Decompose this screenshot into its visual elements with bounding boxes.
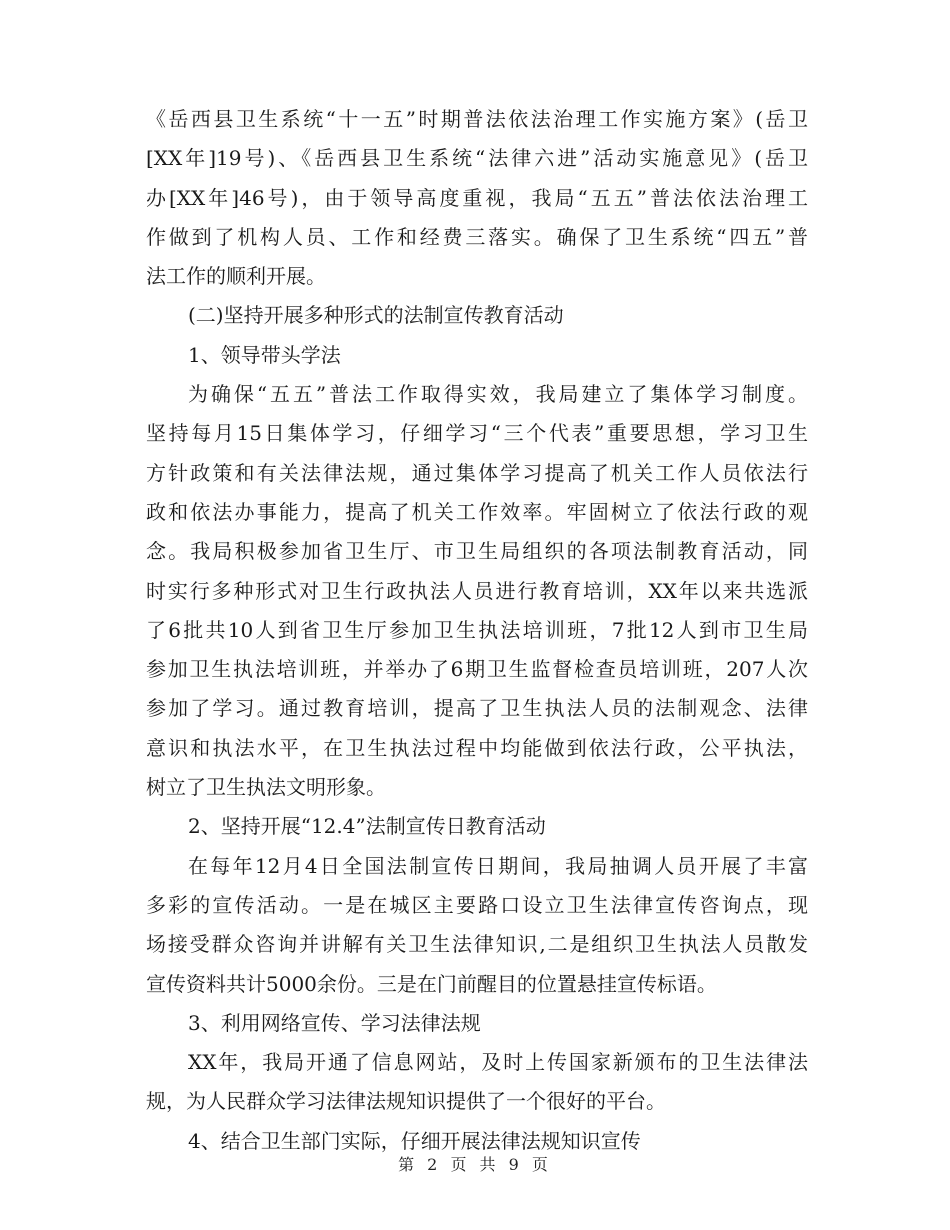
text-line: 作做到了机构人员、工作和经费三落实。确保了卫生系统“四五”普 xyxy=(146,224,808,249)
text-line: 《岳西县卫生系统“十一五”时期普法依法治理工作实施方案》(岳卫 xyxy=(146,107,808,131)
text-line: 2、坚持开展“12.4”法制宣传日教育活动 xyxy=(188,814,546,839)
text-line: 3、利用网络宣传、学习法律法规 xyxy=(188,1010,481,1035)
text-line: 方针政策和有关法律法规，通过集体学习提高了机关工作人员依法行 xyxy=(146,460,808,485)
text-line: 1、领导带头学法 xyxy=(188,342,341,367)
text-line: 政和依法办事能力，提高了机关工作效率。牢固树立了依法行政的观 xyxy=(146,499,808,524)
text-line: 规，为人民群众学习法律法规知识提供了一个很好的平台。 xyxy=(146,1089,666,1114)
text-line: 为确保“五五”普法工作取得实效，我局建立了集体学习制度。 xyxy=(188,382,808,407)
text-line: 参加了学习。通过教育培训，提高了卫生执法人员的法制观念、法律 xyxy=(146,696,808,721)
text-line: 4、结合卫生部门实际，仔细开展法律法规知识宣传 xyxy=(188,1128,641,1153)
text-line: 多彩的宣传活动。一是在城区主要路口设立卫生法律宣传咨询点，现 xyxy=(146,892,808,917)
text-line: 法工作的顺利开展。 xyxy=(146,264,326,289)
text-line: 场接受群众咨询并讲解有关卫生法律知识,二是组织卫生执法人员散发 xyxy=(146,932,808,957)
text-line: 时实行多种形式对卫生行政执法人员进行教育培训，XX年以来共选派 xyxy=(146,578,808,603)
text-line: 坚持每月15日集体学习，仔细学习“三个代表”重要思想，学习卫生 xyxy=(146,421,808,446)
text-line: 树立了卫生执法文明形象。 xyxy=(146,775,386,800)
text-line: 办[XX年]46号)，由于领导高度重视，我局“五五”普法依法治理工 xyxy=(146,185,808,210)
text-line: 意识和执法水平，在卫生执法过程中均能做到依法行政，公平执法， xyxy=(146,735,808,760)
text-line: 在每年12月4日全国法制宣传日期间，我局抽调人员开展了丰富 xyxy=(188,853,808,878)
text-line: (二)坚持开展多种形式的法制宣传教育活动 xyxy=(188,303,564,328)
text-line: 念。我局积极参加省卫生厅、市卫生局组织的各项法制教育活动，同 xyxy=(146,539,808,564)
text-line: XX年，我局开通了信息网站，及时上传国家新颁布的卫生法律法 xyxy=(188,1050,808,1075)
text-line: 了6批共10人到省卫生厅参加卫生执法培训班，7批12人到市卫生局 xyxy=(146,617,808,642)
text-line: 参加卫生执法培训班，并举办了6期卫生监督检查员培训班，207人次 xyxy=(146,657,808,682)
page-number-footer: 第 2 页 共 9 页 xyxy=(398,1155,552,1174)
text-line: [XX年]19号)、《岳西县卫生系统“法律六进”活动实施意见》(岳卫 xyxy=(146,146,808,171)
document-body xyxy=(146,100,808,1161)
text-line: 宣传资料共计5000余份。三是在门前醒目的位置悬挂宣传标语。 xyxy=(146,971,717,996)
